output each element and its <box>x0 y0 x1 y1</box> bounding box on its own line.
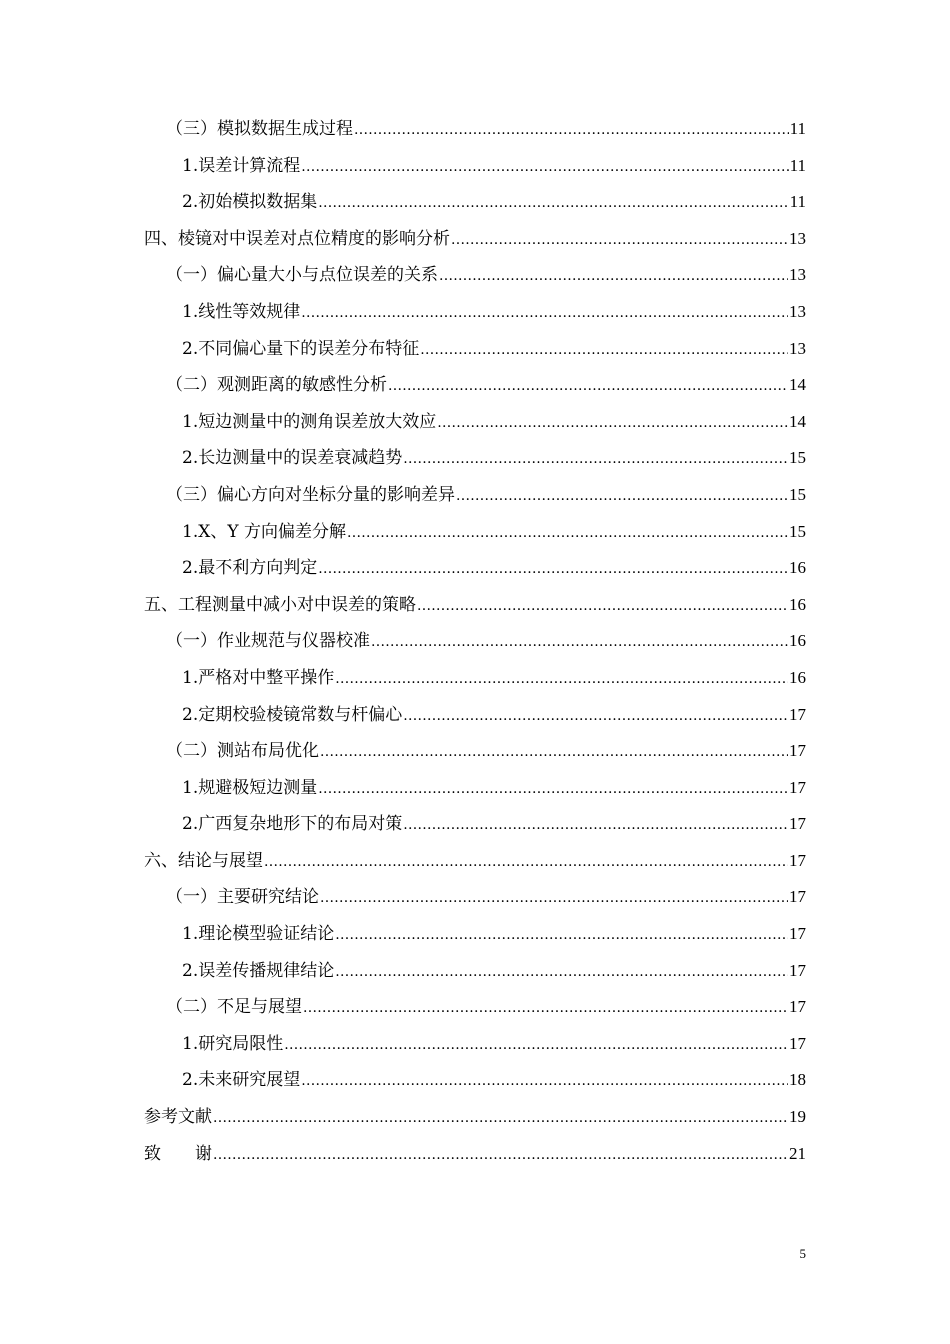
toc-entry[interactable] <box>144 879 806 916</box>
toc-entry-title: 致 谢 <box>144 1143 212 1164</box>
toc-entry-title: 1.规避极短边测量 <box>182 777 318 798</box>
toc-dot-leader <box>320 734 788 771</box>
toc-dot-leader <box>335 954 788 991</box>
toc-entry-page: 14 <box>789 375 806 395</box>
toc-dot-leader <box>264 844 788 881</box>
toc-entry-title: 2.初始模拟数据集 <box>182 192 318 213</box>
toc-entry-title: 2.最不利方向判定 <box>182 558 318 579</box>
toc-entry[interactable] <box>144 1062 806 1099</box>
toc-entry-title: 四、棱镜对中误差对点位精度的影响分析 <box>144 228 450 249</box>
toc-entry-title: （二）测站布局优化 <box>166 741 319 762</box>
toc-entry-title: 五、工程测量中减小对中误差的策略 <box>144 594 416 615</box>
toc-entry-title: （二）不足与展望 <box>166 997 302 1018</box>
toc-dot-leader <box>403 441 788 478</box>
toc-entry[interactable] <box>144 953 806 990</box>
toc-dot-leader <box>403 698 788 735</box>
toc-entry-title: 2.定期校验棱镜常数与杆偏心 <box>182 704 403 725</box>
toc-entry[interactable] <box>144 221 806 258</box>
toc-entry-title: （一）主要研究结论 <box>166 887 319 908</box>
toc-dot-leader <box>335 917 788 954</box>
toc-entry-title: 1.研究局限性 <box>182 1033 284 1054</box>
toc-entry-title: （一）偏心量大小与点位误差的关系 <box>166 265 438 286</box>
toc-entry[interactable] <box>144 1136 806 1173</box>
toc-entry[interactable] <box>144 1099 806 1136</box>
toc-entry[interactable] <box>144 367 806 404</box>
toc-entry-page: 17 <box>789 777 806 797</box>
toc-entry[interactable] <box>144 587 806 624</box>
toc-entry[interactable] <box>144 733 806 770</box>
toc-dot-leader <box>354 112 789 149</box>
toc-entry-title: 六、结论与展望 <box>144 850 263 871</box>
toc-entry-page: 11 <box>789 155 806 175</box>
toc-entry-title: 2.广西复杂地形下的布局对策 <box>182 814 403 835</box>
toc-entry[interactable] <box>144 184 806 221</box>
toc-entry-page: 17 <box>789 741 806 761</box>
toc-entry-page: 13 <box>789 265 806 285</box>
table-of-contents <box>144 111 806 1172</box>
page-number: 5 <box>799 1246 806 1261</box>
toc-entry[interactable] <box>144 806 806 843</box>
toc-dot-leader <box>437 405 788 442</box>
toc-dot-leader <box>301 295 788 332</box>
toc-entry-title: 1.短边测量中的测角误差放大效应 <box>182 411 437 432</box>
toc-entry-title: 1.理论模型验证结论 <box>182 924 335 945</box>
toc-dot-leader <box>335 661 788 698</box>
toc-entry-page: 14 <box>789 411 806 431</box>
toc-entry-page: 17 <box>789 887 806 907</box>
toc-entry-page: 17 <box>789 997 806 1017</box>
toc-entry-page: 17 <box>789 960 806 980</box>
toc-entry-title: （一）作业规范与仪器校准 <box>166 631 370 652</box>
toc-entry[interactable] <box>144 623 806 660</box>
toc-entry[interactable] <box>144 550 806 587</box>
toc-dot-leader <box>301 149 788 186</box>
toc-entry-page: 16 <box>789 667 806 687</box>
toc-entry-title: （三）模拟数据生成过程 <box>166 119 353 139</box>
toc-dot-leader <box>301 1063 788 1100</box>
toc-entry[interactable] <box>144 440 806 477</box>
toc-entry[interactable] <box>144 514 806 551</box>
toc-dot-leader <box>318 771 788 808</box>
toc-dot-leader <box>403 807 788 844</box>
toc-dot-leader <box>213 1100 788 1137</box>
toc-entry[interactable] <box>144 843 806 880</box>
toc-entry-page: 16 <box>789 631 806 651</box>
toc-entry-page: 17 <box>789 1033 806 1053</box>
toc-entry-page: 17 <box>789 850 806 870</box>
toc-entry-page: 11 <box>789 192 806 212</box>
toc-entry[interactable] <box>144 916 806 953</box>
toc-entry-page: 15 <box>789 484 806 504</box>
toc-entry-page: 19 <box>789 1107 806 1127</box>
toc-entry[interactable] <box>144 1026 806 1063</box>
toc-dot-leader <box>320 880 788 917</box>
toc-entry-page: 17 <box>789 924 806 944</box>
toc-entry-title: 参考文献 <box>144 1107 212 1128</box>
toc-dot-leader <box>456 478 788 515</box>
toc-entry-page: 11 <box>789 119 806 138</box>
toc-entry-page: 15 <box>789 521 806 541</box>
toc-entry[interactable] <box>144 660 806 697</box>
toc-entry-title: 1.X、Y 方向偏差分解 <box>182 521 346 542</box>
toc-dot-leader <box>213 1137 788 1174</box>
toc-entry[interactable] <box>144 257 806 294</box>
toc-entry[interactable] <box>144 989 806 1026</box>
toc-entry-title: 1.严格对中整平操作 <box>182 667 335 688</box>
toc-entry-title: （三）偏心方向对坐标分量的影响差异 <box>166 484 455 505</box>
toc-entry[interactable] <box>144 477 806 514</box>
toc-entry-title: 1.误差计算流程 <box>182 155 301 176</box>
toc-entry-page: 15 <box>789 448 806 468</box>
toc-entry-page: 16 <box>789 558 806 578</box>
toc-dot-leader <box>284 1027 788 1064</box>
toc-dot-leader <box>371 624 788 661</box>
toc-entry-title: 1.线性等效规律 <box>182 301 301 322</box>
toc-entry-page: 13 <box>789 338 806 358</box>
toc-dot-leader <box>420 332 788 369</box>
toc-entry-page: 17 <box>789 704 806 724</box>
toc-dot-leader <box>303 990 788 1027</box>
toc-entry[interactable] <box>144 111 806 148</box>
toc-dot-leader <box>318 185 788 222</box>
toc-entry[interactable] <box>144 331 806 368</box>
toc-dot-leader <box>318 551 788 588</box>
toc-entry[interactable] <box>144 294 806 331</box>
toc-entry-page: 13 <box>789 301 806 321</box>
toc-entry-title: （二）观测距离的敏感性分析 <box>166 375 387 396</box>
toc-entry[interactable] <box>144 404 806 441</box>
toc-entry-title: 2.不同偏心量下的误差分布特征 <box>182 338 420 359</box>
toc-dot-leader <box>451 222 788 259</box>
toc-entry-page: 13 <box>789 228 806 248</box>
toc-entry[interactable] <box>144 697 806 734</box>
toc-dot-leader <box>347 515 788 552</box>
toc-entry-title: 2.未来研究展望 <box>182 1070 301 1091</box>
toc-entry-page: 21 <box>789 1143 806 1163</box>
toc-entry-page: 18 <box>789 1070 806 1090</box>
toc-entry-page: 17 <box>789 814 806 834</box>
toc-entry-page: 16 <box>789 594 806 614</box>
toc-dot-leader <box>439 258 788 295</box>
toc-dot-leader <box>388 368 788 405</box>
toc-entry-title: 2.长边测量中的误差衰减趋势 <box>182 448 403 469</box>
toc-entry[interactable] <box>144 770 806 807</box>
toc-entry-title: 2.误差传播规律结论 <box>182 960 335 981</box>
toc-entry[interactable] <box>144 148 806 185</box>
toc-dot-leader <box>417 588 788 625</box>
